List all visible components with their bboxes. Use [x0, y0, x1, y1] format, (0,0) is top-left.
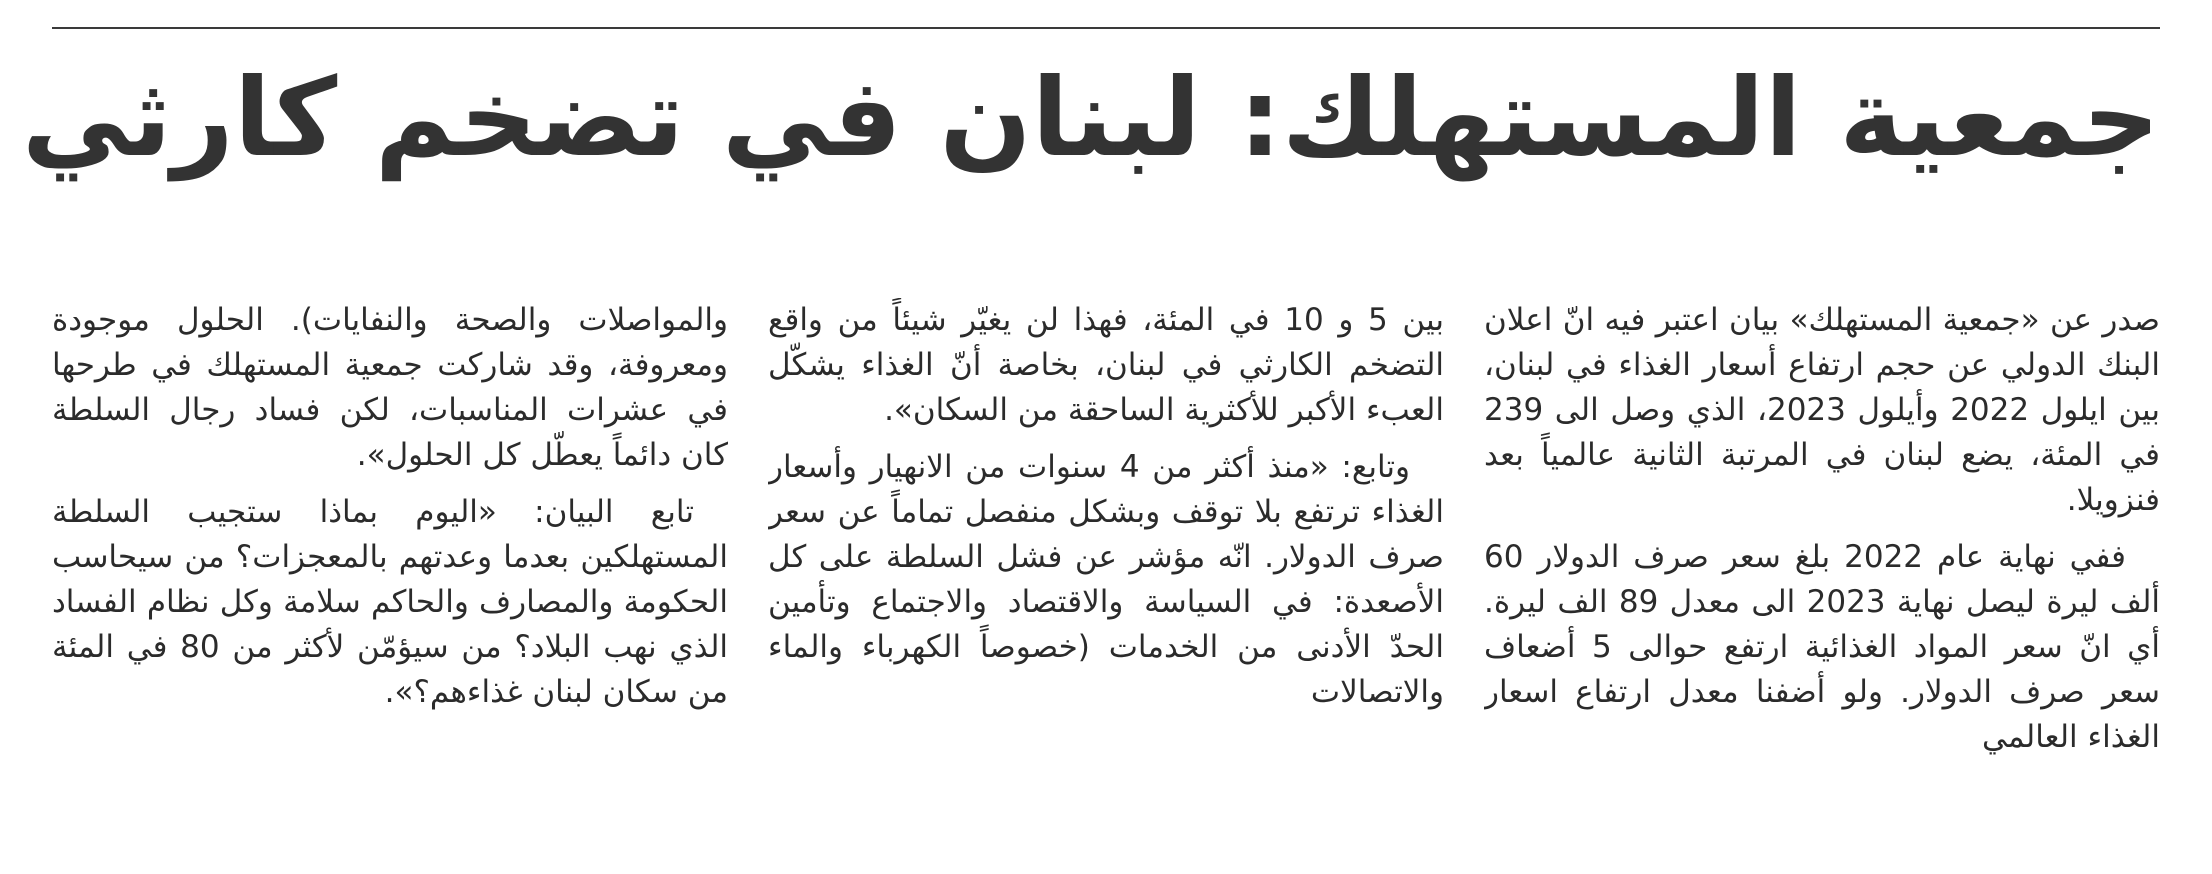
column-1: [1484, 298, 2160, 838]
paragraph: ففي نهاية عام 2022 بلغ سعر صرف الدولار 60 ألف ليرة ليصل نهاية 2023 الى معدل 89 الف ليرة. أي انّ سعر المواد الغذائية ارتفع حوالى 5 أضعاف سعر صرف الدولار. ولو أضفنا معدل ارتفاع اسعار الغذاء العالمي: [1484, 539, 2160, 755]
headline: جمعية المستهلك: لبنان في تضخم كارثي: [21, 56, 2160, 181]
paragraph: وتابع: «منذ أكثر من 4 سنوات من الانهيار وأسعار الغذاء ترتفع بلا توقف وبشكل منفصل تماماً عن سعر صرف الدولار. انّه مؤشر عن فشل السلطة على كل الأصعدة: في السياسة والاقتصاد والاجتماع وتأمين الحدّ الأدنى من الخدمات (خصوصاً الكهرباء والماء والاتصالات: [768, 449, 1444, 710]
paragraph: تابع البيان: «اليوم بماذا ستجيب السلطة المستهلكين بعدما وعدتهم بالمعجزات؟ من سيحاسب الحكومة والمصارف والحاكم سلامة وكل نظام الفساد الذي نهب البلاد؟ من سيؤمّن لأكثر من 80 في المئة من سكان لبنان غذاءهم؟».: [52, 494, 728, 710]
top-rule: [52, 27, 2160, 29]
paragraph: والمواصلات والصحة والنفايات). الحلول موجودة ومعروفة، وقد شاركت جمعية المستهلك في طرحها في عشرات المناسبات، لكن فساد رجال السلطة كان دائماً يعطّل كل الحلول».: [52, 302, 728, 473]
column-3: [52, 298, 728, 838]
column-2: [768, 298, 1444, 838]
paragraph: صدر عن «جمعية المستهلك» بيان اعتبر فيه انّ اعلان البنك الدولي عن حجم ارتفاع أسعار الغذاء في لبنان، بين ايلول 2022 وأيلول 2023، الذي وصل الى 239 في المئة، يضع لبنان في المرتبة الثانية عالمياً بعد فنزويلا.: [1484, 302, 2160, 518]
paragraph: بين 5 و 10 في المئة، فهذا لن يغيّر شيئاً من واقع التضخم الكارثي في لبنان، بخاصة أنّ الغذاء يشكّل العبء الأكبر للأكثرية الساحقة من السكان».: [768, 302, 1444, 428]
article-body: [52, 298, 2160, 838]
